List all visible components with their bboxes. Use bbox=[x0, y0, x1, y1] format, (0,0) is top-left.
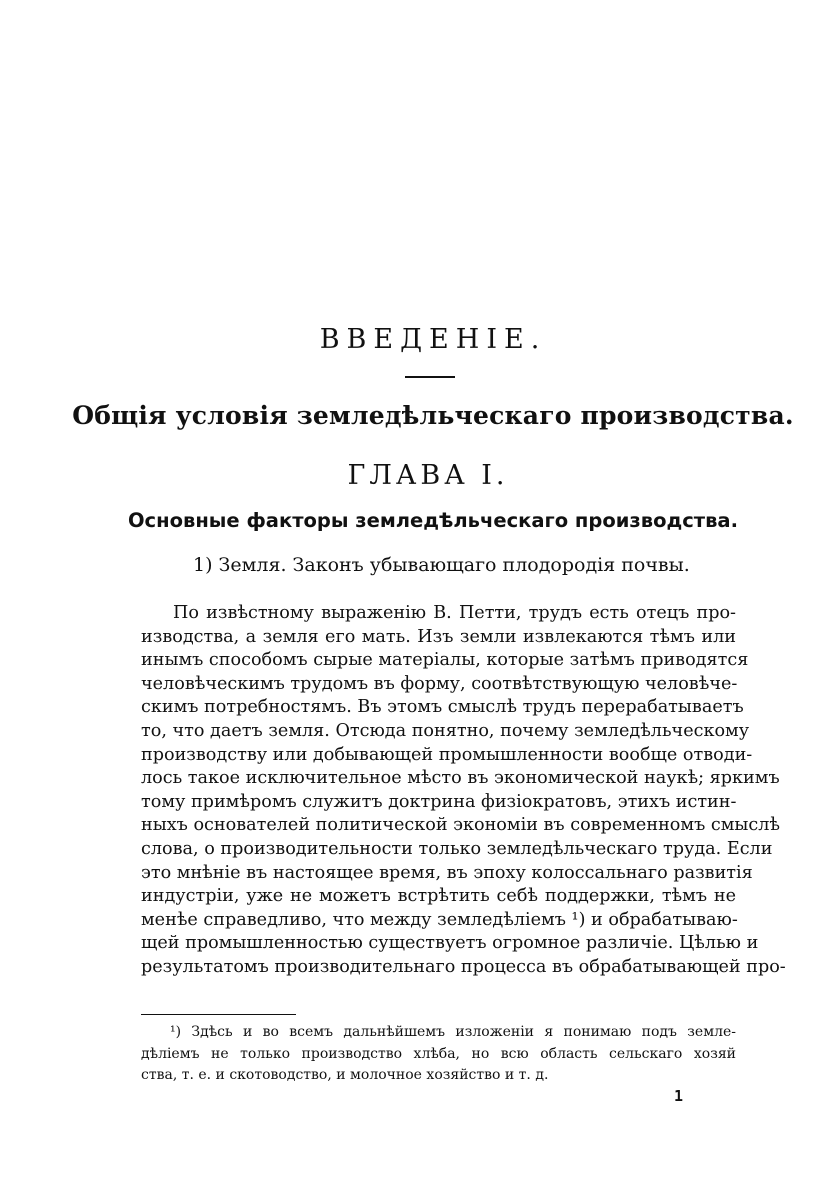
body-line: лось такое исключительное мѣсто въ экономической наукѣ; яркимъ bbox=[141, 768, 780, 789]
body-line: ныхъ основателей политической экономіи въ современномъ смыслѣ bbox=[141, 815, 781, 836]
body-text bbox=[141, 602, 786, 980]
body-line: это мнѣніе въ настоящее время, въ эпоху колоссальнаго развитія bbox=[141, 862, 753, 883]
page-title: ВВЕДЕНІЕ. bbox=[319, 324, 547, 355]
title-divider bbox=[405, 376, 455, 378]
chapter-heading: ГЛАВА I. bbox=[347, 460, 509, 491]
body-line: щей промышленностью существуетъ огромное различіе. Цѣлью и bbox=[141, 933, 759, 954]
body-line: По извѣстному выраженію В. Петти, трудъ есть отецъ про- bbox=[173, 603, 736, 623]
footnote bbox=[141, 1022, 736, 1087]
body-line: производству или добывающей промышленности вообще отводи- bbox=[141, 744, 753, 765]
section-heading: 1) Земля. Законъ убывающаго плодородія почвы. bbox=[193, 554, 690, 576]
footnote-line: ства, т. е. и скотоводство, и молочное хозяйство и т. д. bbox=[141, 1067, 549, 1083]
body-line: изводства, а земля его мать. Изъ земли извлекаются тѣмъ или bbox=[141, 626, 736, 647]
body-line: то, что даетъ земля. Отсюда понятно, почему земледѣльческому bbox=[141, 720, 750, 741]
page-number: 1 bbox=[674, 1087, 684, 1105]
part-subtitle: Общія условія земледѣльческаго производства. bbox=[72, 401, 794, 430]
footnote-line: ¹) Здѣсь и во всемъ дальнѣйшемъ изложеніи я понимаю подъ земле- bbox=[170, 1024, 736, 1040]
body-line: индустріи, уже не можетъ встрѣтить себѣ поддержки, тѣмъ не bbox=[141, 886, 736, 907]
body-line: менѣе справедливо, что между земледѣліемъ ¹) и обрабатываю- bbox=[141, 909, 738, 930]
body-line: человѣческимъ трудомъ въ форму, соотвѣтствующую человѣче- bbox=[141, 673, 738, 694]
chapter-title: Основные факторы земледѣльческаго производства. bbox=[127, 509, 738, 532]
body-line: инымъ способомъ сырые матеріалы, которые затѣмъ приводятся bbox=[141, 650, 749, 671]
body-line: результатомъ производительнаго процесса въ обрабатывающей про- bbox=[141, 956, 786, 977]
footnote-line: дѣліемъ не только производство хлѣба, но всю область сельскаго хозяй bbox=[141, 1045, 736, 1062]
body-line: тому примѣромъ служитъ доктрина физіократовъ, этихъ истин- bbox=[141, 791, 737, 812]
footnote-divider bbox=[141, 1014, 296, 1015]
body-line: скимъ потребностямъ. Въ этомъ смыслѣ трудъ перерабатываетъ bbox=[141, 697, 744, 718]
body-line: слова, о производительности только земледѣльческаго труда. Если bbox=[141, 838, 773, 859]
